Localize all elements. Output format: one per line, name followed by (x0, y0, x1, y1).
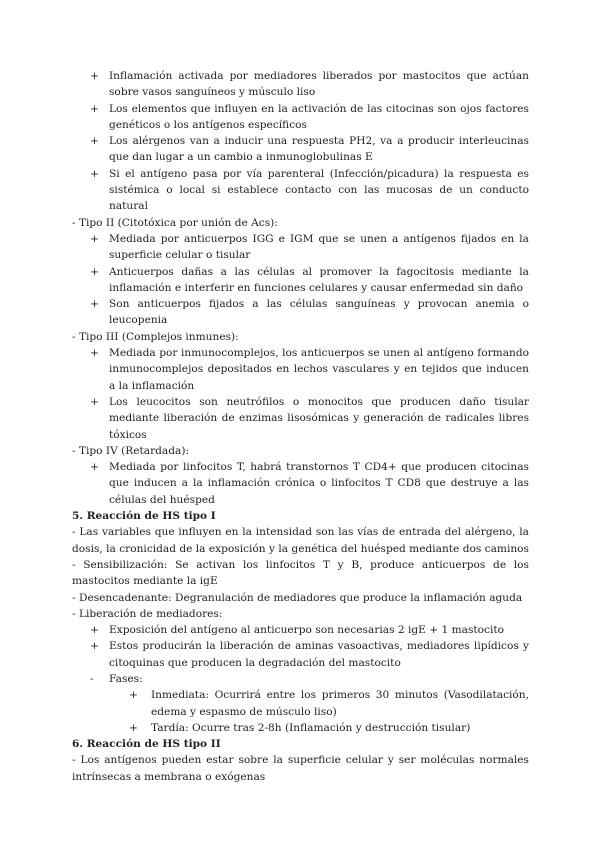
list-item: + Tardía: Ocurre tras 2-8h (Inflamación y destrucción tisular) (72, 720, 529, 736)
paragraph: - Los antígenos pueden estar sobre la superficie celular y ser moléculas normales intrínsecas a membrana o exógenas (72, 754, 529, 783)
tipo-iii-heading: - Tipo III (Complejos inmunes): (72, 330, 239, 343)
plus-marker: + (90, 395, 99, 408)
list-item: + Mediada por linfocitos T, habrá transtornos T CD4+ que producen citocinas que inducen a la inflamación crónica o linfocitos T CD8 que destruye a las células del huésped (90, 461, 529, 506)
list-item: + Inflamación activada por mediadores liberados por mastocitos que actúan sobre vasos sanguíneos y músculo liso (90, 70, 529, 99)
tipo-ii-heading: - Tipo II (Citotóxica por unión de Acs): (72, 216, 278, 229)
tipo-iv-heading: - Tipo IV (Retardada): (72, 444, 190, 457)
paragraph: - Sensibilización: Se activan los linfocitos T y B, produce anticuerpos de los mastocitos mediante la igE (72, 558, 529, 588)
paragraph: - Las variables que influyen en la intensidad son las vías de entrada del alérgeno, la dosis, la cronicidad de la exposición y la genética del huésped mediante dos caminos (72, 526, 529, 555)
plus-marker: + (90, 70, 99, 82)
list-item: - Fases: (72, 671, 529, 687)
list-item: + Los elementos que influyen en la activación de las citocinas son ojos factores genéticos o los antígenos específicos (90, 102, 529, 131)
plus-marker: + (129, 689, 138, 702)
list-item: + Estos producirán la liberación de aminas vasoactivas, mediadores lipídicos y citoquinas que producen la degradación del mastocito (90, 640, 529, 669)
plus-marker: + (90, 232, 99, 245)
list-item: + Anticuerpos dañas a las células al promover la fagocitosis mediante la inflamación e interferir en funciones celulares y causar enfermedad sin daño (90, 265, 529, 294)
plus-marker: + (129, 721, 138, 734)
list-item: + Si el antígeno pasa por vía parenteral (Infección/picadura) la respuesta es sistémica o local si establece contacto con las mucosas de un conducto natural (90, 167, 529, 213)
list-item: + Inmediata: Ocurrirá entre los primeros 30 minutos (Vasodilatación, edema y espasmo de músculo liso) (129, 689, 529, 718)
list-item: + Mediada por anticuerpos IGG e IGM que se unen a antígenos fijados en la superficie celular o tisular (90, 232, 529, 262)
dash-marker: - (90, 672, 94, 685)
plus-marker: + (90, 167, 99, 180)
list-item: + Los leucocitos son neutrófilos o monocitos que producen daño tisular mediante liberación de enzimas lisosómicas y generación de radicales libres tóxicos (90, 395, 529, 441)
plus-marker: + (90, 102, 99, 115)
section-5-heading: 5. Reacción de HS tipo I (72, 510, 216, 523)
plus-marker: + (90, 265, 99, 278)
section-6-heading: 6. Reacción de HS tipo II (72, 738, 221, 751)
plus-marker: + (90, 298, 99, 311)
list-item: + Los alérgenos van a inducir una respuesta PH2, va a producir interleucinas que dan lugar a un cambio a inmunoglobulinas E (90, 135, 529, 164)
plus-marker: + (90, 135, 99, 148)
plus-marker: + (90, 347, 99, 360)
plus-marker: + (90, 624, 99, 637)
list-item: + Mediada por inmunocomplejos, los anticuerpos se unen al antígeno formando inmunocomplejos depositados en lechos vasculares y en tejidos que inducen a la inflamación (90, 347, 529, 392)
plus-marker: + (90, 640, 99, 653)
plus-marker: + (90, 461, 99, 474)
paragraph: - Desencadenante: Degranulación de mediadores que produce la inflamación aguda (72, 591, 523, 604)
list-item: + Exposición del antígeno al anticuerpo son necesarias 2 igE + 1 mastocito (72, 622, 529, 638)
document-content (72, 68, 529, 785)
list-item: + Son anticuerpos fijados a las células sanguíneas y provocan anemia o leucopenia (90, 298, 529, 327)
paragraph: - Liberación de mediadores: (72, 607, 223, 620)
